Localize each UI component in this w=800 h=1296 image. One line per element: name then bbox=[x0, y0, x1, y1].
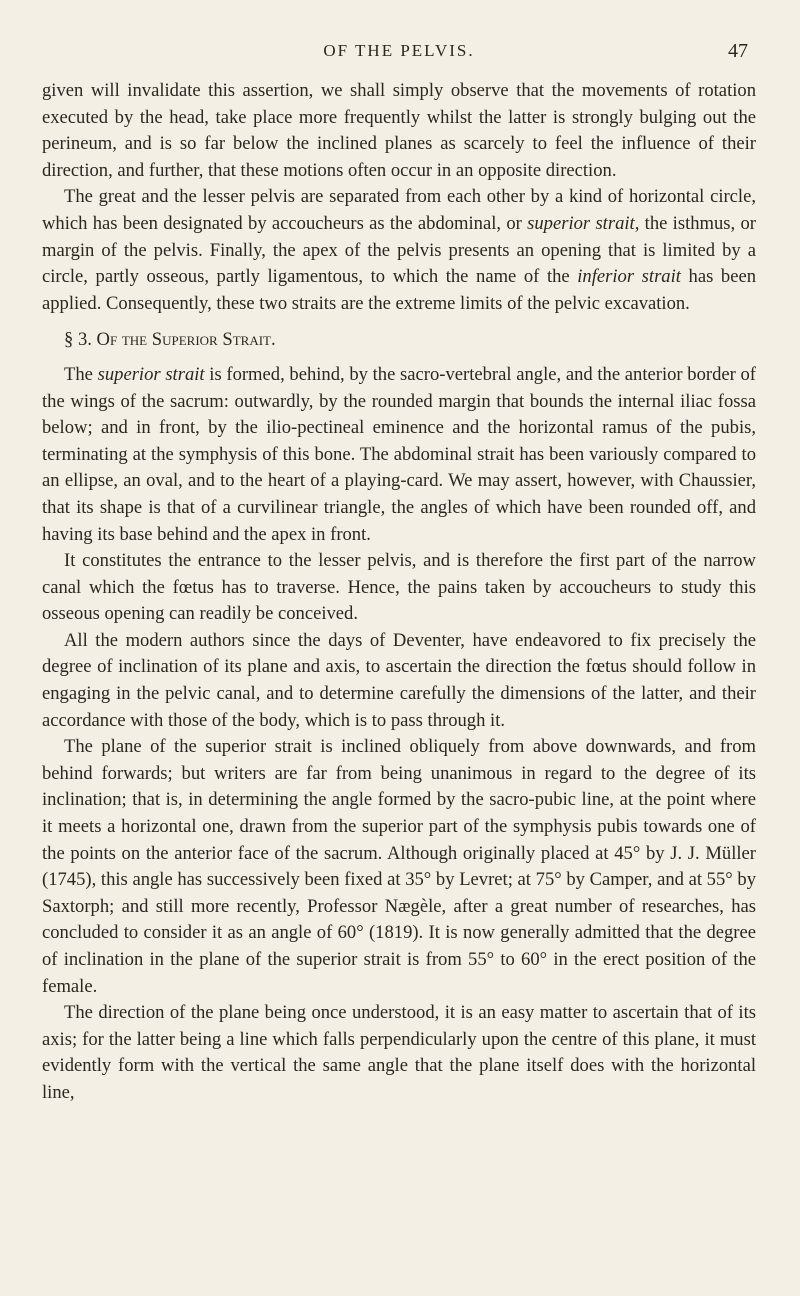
body-text bbox=[42, 78, 756, 1107]
paragraph-2-text-b: the isthmus, or margin of the pelvis. Finally, the apex of the pelvis presents an opening that is limited by a circle, partly osseous, partly ligamentous, to which the name of the bbox=[42, 212, 756, 288]
paragraph-2-emphasis-superior-strait: superior strait, bbox=[527, 212, 640, 234]
section-title: Of the Superior Strait. bbox=[96, 329, 276, 351]
running-head bbox=[42, 36, 756, 66]
paragraph-3 bbox=[42, 362, 756, 548]
paragraph-7: The direction of the plane being once understood, it is an easy matter to ascertain that of its axis; for the latter being a line which falls perpendicularly upon the centre of this plane, it must evidently form with the vertical the same angle that the plane itself does with the horizontal line, bbox=[42, 1002, 756, 1103]
paragraph-2-text-c: has been applied. Consequently, these two straits are the extreme limits of the pelvic excavation. bbox=[42, 266, 756, 314]
paragraph-5: All the modern authors since the days of Deventer, have endeavored to fix precisely the degree of inclination of its plane and axis, to ascertain the direction the fœtus should follow in engaging in the pelvic canal, and to determine carefully the dimensions of the latter, and their accordance with those of the body, which is to pass through it. bbox=[42, 629, 756, 731]
paragraph-3-text-b: is formed, behind, by the sacro-vertebral angle, and the anterior border of the wings of the sacrum: outwardly, by the rounded margin that bounds the internal iliac fossa below; and in front, by the ilio-pectineal eminence and the horizontal ramus of the pubis, terminating at the symphysis of this bone. The abdominal strait has been variously compared to an ellipse, an oval, and to the heart of a playing-card. We may assert, however, with Chaussier, that its shape is that of a curvilinear triangle, the angles of which have been rounded off, and having its base behind and the apex in front. bbox=[42, 363, 757, 545]
paragraph-2 bbox=[42, 184, 756, 317]
section-heading bbox=[64, 327, 756, 354]
paragraph-1: given will invalidate this assertion, we shall simply observe that the movements of rotation executed by the head, take place more frequently whilst the latter is strongly bulging out the perineum, and is so far below the inclined planes as scarcely to feel the influence of their direction, and further, that these motions often occur in an opposite direction. bbox=[42, 80, 756, 181]
paragraph-6: The plane of the superior strait is inclined obliquely from above downwards, and from behind forwards; but writers are far from being unanimous in regard to the degree of its inclination; that is, in determining the angle formed by the sacro-pubic line, at the point where it meets a horizontal one, drawn from the superior part of the symphysis pubis towards one of the points on the anterior face of the sacrum. Although originally placed at 45° by J. J. Müller (1745), this angle has successively been fixed at 35° by Levret; at 75° by Camper, and at 55° by Saxtorph; and still more recently, Professor Nægèle, after a great number of researches, has concluded to consider it as an angle of 60° (1819). It is now generally admitted that the degree of inclination in the plane of the superior strait is from 55° to 60° in the erect position of the female. bbox=[42, 736, 756, 997]
page-number: 47 bbox=[728, 40, 748, 62]
running-title: OF THE PELVIS. bbox=[323, 41, 475, 60]
paragraph-2-text-a: The great and the lesser pelvis are separated from each other by a kind of horizontal circle, which has been designated by accoucheurs as the abdominal, or bbox=[42, 186, 756, 234]
paragraph-4: It constitutes the entrance to the lesser pelvis, and is therefore the first part of the narrow canal which the fœtus has to traverse. Hence, the pains taken by accoucheurs to study this osseous opening can readily be conceived. bbox=[42, 550, 756, 625]
paragraph-2-emphasis-inferior-strait: inferior strait bbox=[577, 266, 681, 288]
paragraph-3-emphasis-superior-strait: superior strait bbox=[97, 363, 205, 385]
paragraph-3-text-a: The bbox=[64, 363, 98, 385]
section-number: § 3. bbox=[64, 329, 92, 351]
